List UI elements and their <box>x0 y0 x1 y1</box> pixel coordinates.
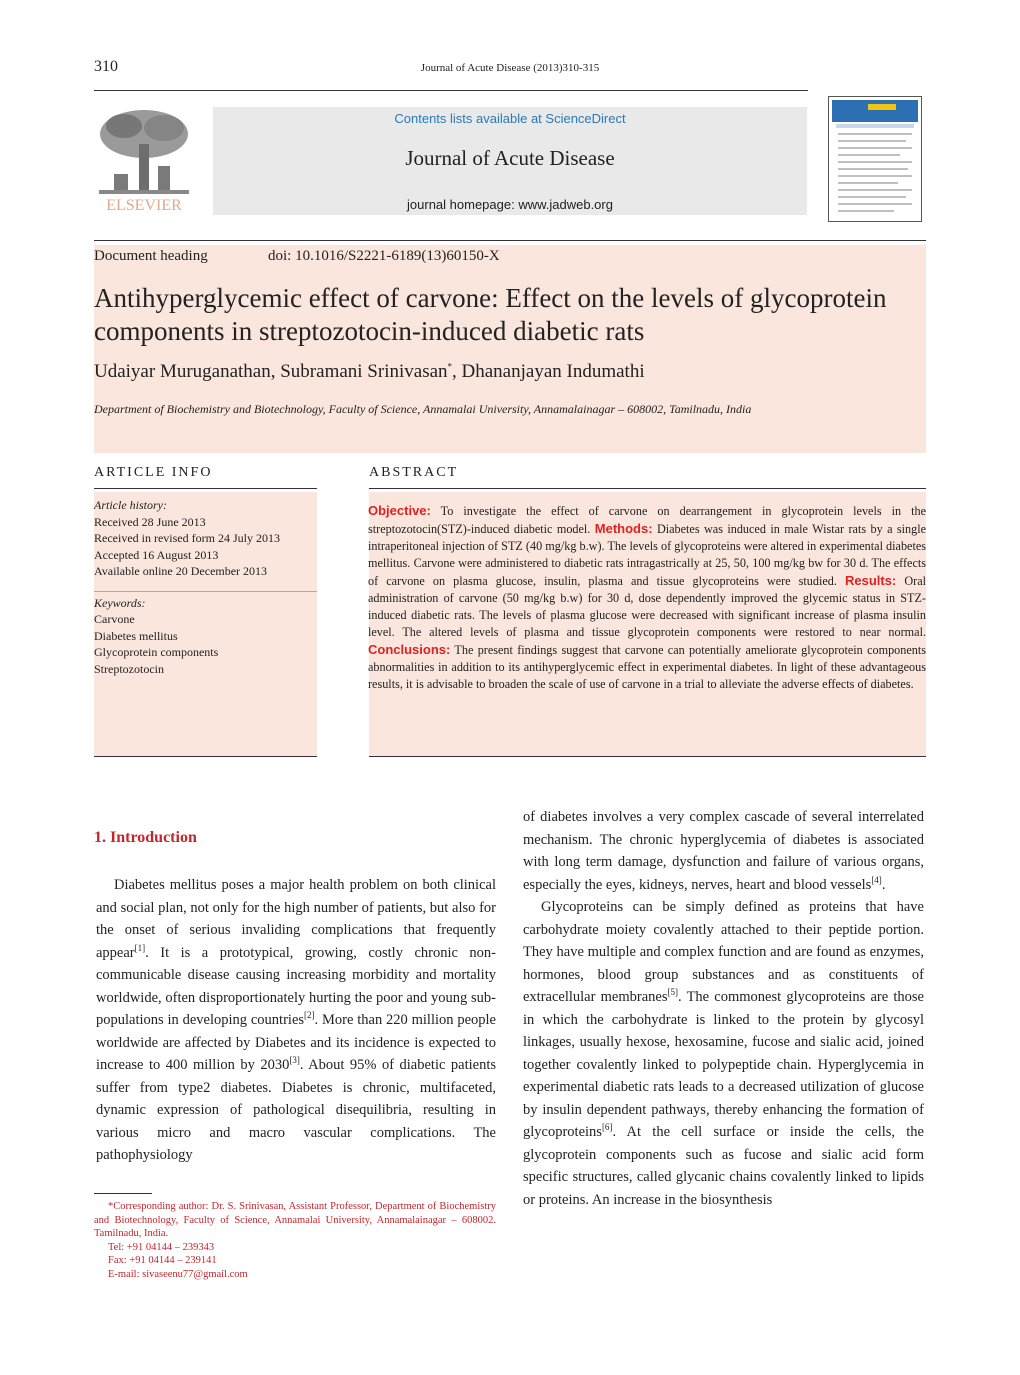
article-title: Antihyperglycemic effect of carvone: Effect on the levels of glycoprotein components in streptozotocin-induced diabetic rats <box>94 283 887 346</box>
objective-text: To investigate the effect of carvone on dearrangement in glycoprotein levels in the streptozotocin(STZ)-induced diabetic model. <box>368 504 926 536</box>
keyword: Carvone <box>94 612 135 626</box>
objective-label: Objective: <box>368 503 431 518</box>
keywords-label: Keywords: <box>94 595 146 610</box>
accepted-date: Accepted 16 August 2013 <box>94 547 219 562</box>
received-date: Received 28 June 2013 <box>94 514 206 529</box>
revised-date: Received in revised form 24 July 2013 <box>94 531 280 545</box>
email[interactable]: E-mail: sivaseenu77@gmail.com <box>108 1268 248 1280</box>
history-label: Article history: <box>94 498 167 512</box>
article-info-label: ARTICLE INFO <box>94 465 213 480</box>
citation[interactable]: [3] <box>289 1055 300 1066</box>
authors-first: Udaiyar Muruganathan, Subramani Srinivasan <box>94 361 448 382</box>
journal-homepage[interactable]: journal homepage: www.jadweb.org <box>407 197 613 212</box>
abstract-rule-bottom <box>369 756 926 757</box>
section-heading-introduction: 1. Introduction <box>94 829 197 846</box>
keyword: Streptozotocin <box>94 661 164 676</box>
conclusions-label: Conclusions: <box>368 642 451 657</box>
authors <box>94 361 645 383</box>
text-run: . It is a prototypical, growing, costly chronic non-communicable disease causing increasing morbidity and mortality worldwide, often disproportionately hurting the poor and young sub-populations in developing countries <box>96 944 496 1028</box>
conclusions-text: The present findings suggest that carvone can potentially ameliorate glycoprotein components abnormalities in addition to its antihyperglycemic effect in experimental diabetes. In light of these advantageous results, it is advisable to broaden the scale of use of carvone in a trial to alleviate the adverse effects of diabetes. <box>368 643 926 691</box>
citation[interactable]: [2] <box>304 1010 315 1021</box>
document-heading: Document heading <box>94 248 208 264</box>
article-history <box>94 497 317 677</box>
results-text: Oral administration of carvone (50 mg/kg b.w) for 30 d, dose dependently improved the glycemic status in STZ-induced diabetic rats. The levels of plasma glucose were decreased with significant increase of plasma insulin level. The altered levels of plasma and tissue glycoprotein components were restored to near normal. <box>368 574 926 639</box>
body-column-left <box>96 874 496 1167</box>
tree-icon <box>99 110 189 194</box>
text-run: . At the cell surface or inside the cells, the glycoprotein components such as fucose and sialic acid form specific structures, called glycanic chains covalently linked to lipids or proteins. An increase in the biosynthesis <box>523 1124 924 1208</box>
footnote-rule <box>94 1193 152 1194</box>
text-run: of diabetes involves a very complex cascade of several interrelated mechanism. The chronic hyperglycemia of diabetes is associated with long term damage, dysfunction and failure of various organs, especially the eyes, kidneys, nerves, heart and blood vessels <box>523 809 924 893</box>
affiliation: Department of Biochemistry and Biotechnology, Faculty of Science, Annamalai University, Annamalainagar – 608002, Tamilnadu, India <box>94 402 752 416</box>
text-run: Diabetes mellitus poses a major health problem on both clinical and social plan, not only for the high number of patients, but also for the onset of serious invaliding complications that frequently appear <box>96 877 496 961</box>
results-label: Results: <box>844 573 897 588</box>
text-run: Glycoproteins can be simply defined as proteins that have carbohydrate moiety covalently attached to their peptide portion. They have multiple and complex function and are found as enzymes, hormones, blood group substances and as constituents of extracellular membranes <box>523 899 924 1005</box>
abstract-text <box>368 502 926 693</box>
citation[interactable]: [6] <box>601 1122 613 1133</box>
abstract-rule-top <box>369 488 926 489</box>
article-info-rule-top <box>94 488 317 489</box>
footnote <box>94 1200 496 1281</box>
paragraph <box>96 874 496 1167</box>
keywords-divider <box>94 591 317 592</box>
doi[interactable]: doi: 10.1016/S2221-6189(13)60150-X <box>268 248 500 264</box>
paragraph: of diabetes involves a very complex cascade of several interrelated mechanism. The chronic hyperglycemia of diabetes is associated with long term damage, dysfunction and failure of various organs, especially the eyes, kidneys, nerves, heart and blood vessels[4]. <box>523 809 924 893</box>
text-run: . More than 220 million people worldwide are affected by Diabetes and its incidence is expected to increase to 400 million by 2030 <box>96 1012 496 1073</box>
body-column-right <box>523 806 924 1211</box>
paragraph <box>523 896 924 1211</box>
citation[interactable]: [4] <box>871 874 882 885</box>
online-date: Available online 20 December 2013 <box>94 564 268 578</box>
page-number: 310 <box>94 58 118 75</box>
methods-label: Methods: <box>594 521 653 536</box>
fax: Fax: +91 04144 – 239141 <box>108 1255 217 1266</box>
contents-link[interactable]: Contents lists available at ScienceDirect <box>394 111 626 126</box>
corresponding-mark: * <box>447 361 453 372</box>
journal-title: Journal of Acute Disease <box>405 146 615 170</box>
telephone: Tel: +91 04144 – 239343 <box>108 1241 215 1253</box>
journal-cover-thumbnail <box>828 96 922 222</box>
text-run: . About 95% of diabetic patients suffer from type2 diabetes. Diabetes is chronic, multifaceted, dynamic expression of pathological disequilibria, resulting in various micro and macro vascular complications. The pathophysiology <box>96 1057 496 1163</box>
running-head: Journal of Acute Disease (2013)310-315 <box>420 62 600 74</box>
citation[interactable]: [5] <box>667 987 678 998</box>
text-run: . The commonest glycoproteins are those in which the carbohydrate is linked to the protein by glycosyl linkages, usually hexose, hexosamine, fucose and sialic acid, joined together covalently linked to polypeptide chain. Hyperglycemia in experimental diabetic rats leads to a decreased utilization of glucose by insulin dependent pathways, thereby enhancing the formation of glycoproteins <box>523 989 924 1140</box>
elsevier-logo <box>94 104 194 216</box>
article-info-rule-bottom <box>94 756 317 757</box>
publisher-name: ELSEVIER <box>106 197 182 214</box>
top-rule <box>94 90 808 91</box>
title-panel <box>94 245 926 453</box>
citation[interactable]: [1] <box>134 942 146 953</box>
keyword: Glycoprotein components <box>94 645 219 659</box>
corresponding-author: *Corresponding author: Dr. S. Srinivasan, Assistant Professor, Department of Biochemistry and Biotechnology, Faculty of Science, Annamalai University, Annamalainagar – 608002. Tamilnadu, India. <box>94 1201 496 1239</box>
keyword: Diabetes mellitus <box>94 628 178 643</box>
header-divider <box>94 240 926 241</box>
authors-rest: , Dhananjayan Indumathi <box>452 361 645 382</box>
methods-text: Diabetes was induced in male Wistar rats by a single intraperitoneal injection of STZ (40 mg/kg b.w). The levels of glycoproteins were altered in experimental diabetes mellitus. Carvone were administered to diabetic rats intragastrically at 25, 50, 100 mg/kg bw for 30 d. The effects of carvone on plasma glucose, insulin, plasma and tissue glycoproteins were studied. <box>368 522 926 588</box>
abstract-label: ABSTRACT <box>369 465 459 480</box>
